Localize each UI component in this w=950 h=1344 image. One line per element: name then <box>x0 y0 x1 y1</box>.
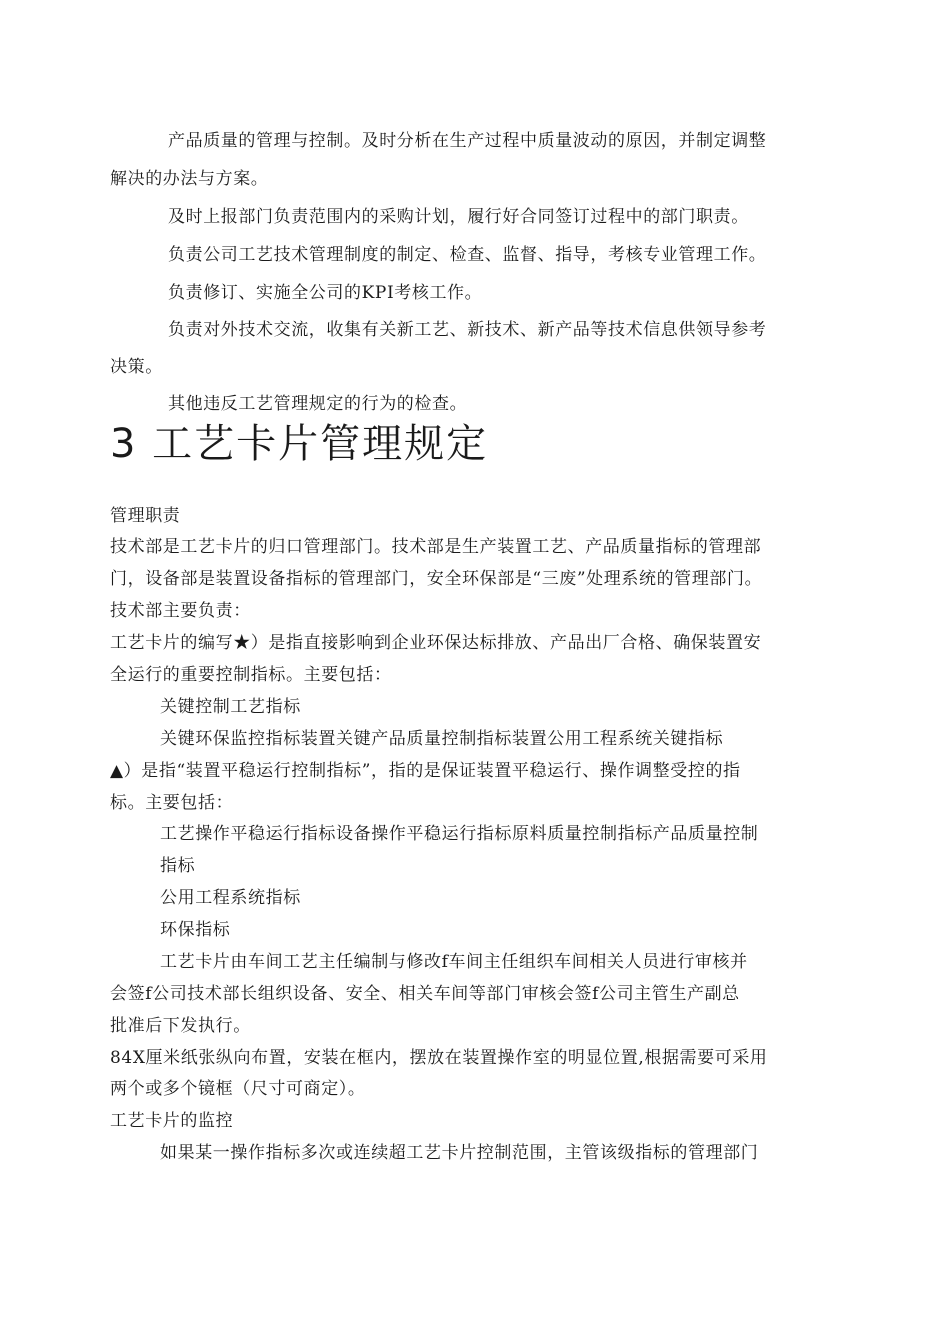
paragraph-line: 如果某一操作指标多次或连续超工艺卡片控制范围，主管该级指标的管理部门 <box>160 1143 759 1163</box>
paragraph-line: 及时上报部门负责范围内的采购计划，履行好合同签订过程中的部门职责。 <box>168 207 749 227</box>
subheading-line: 工艺卡片的监控 <box>110 1111 234 1131</box>
list-item: 工艺操作平稳运行指标设备操作平稳运行指标原料质量控制指标产品质量控制 <box>160 824 759 844</box>
paragraph-line: 84X厘米纸张纵向布置，安装在框内，摆放在装置操作室的明显位置,根据需要可采用 <box>110 1048 768 1068</box>
paragraph-line: 决策。 <box>110 357 163 377</box>
paragraph-line: 批准后下发执行。 <box>110 1016 251 1036</box>
list-item: 关键环保监控指标装置关键产品质量控制指标装置公用工程系统关键指标 <box>160 729 724 749</box>
list-item: 指标 <box>160 856 196 876</box>
paragraph-line: 技术部是工艺卡片的归口管理部门。技术部是生产装置工艺、产品质量指标的管理部 <box>110 537 762 557</box>
paragraph-line: 工艺卡片由车间工艺主任编制与修改f车间主任组织车间相关人员进行审核并 <box>160 952 748 972</box>
paragraph-line: 会签f公司技术部长组织设备、安全、相关车间等部门审核会签f公司主管生产副总 <box>110 984 740 1004</box>
paragraph-line: 解决的办法与方案。 <box>110 169 269 189</box>
paragraph-line: 其他违反工艺管理规定的行为的检查。 <box>168 394 468 414</box>
paragraph-line: 全运行的重要控制指标。主要包括： <box>110 665 392 685</box>
section-heading: 3 工艺卡片管理规定 <box>110 421 489 467</box>
paragraph-line: 标。主要包括： <box>110 793 234 813</box>
paragraph-line: 工艺卡片的编写★）是指直接影响到企业环保达标排放、产品出厂合格、确保装置安 <box>110 633 762 653</box>
paragraph-line: 产品质量的管理与控制。及时分析在生产过程中质量波动的原因，并制定调整 <box>168 131 767 151</box>
paragraph-line: 负责公司工艺技术管理制度的制定、检查、监督、指导，考核专业管理工作。 <box>168 245 767 265</box>
list-item: 公用工程系统指标 <box>160 888 301 908</box>
paragraph-line: 负责对外技术交流，收集有关新工艺、新技术、新产品等技术信息供领导参考 <box>168 320 767 340</box>
subheading-line: 管理职责 <box>110 506 181 526</box>
paragraph-line: ▲）是指“装置平稳运行控制指标”，指的是保证装置平稳运行、操作调整受控的指 <box>110 761 741 781</box>
paragraph-line: 技术部主要负责： <box>110 601 251 621</box>
paragraph-line: 门，设备部是装置设备指标的管理部门，安全环保部是“三废”处理系统的管理部门。 <box>110 569 763 589</box>
list-item: 环保指标 <box>160 920 231 940</box>
paragraph-line: 两个或多个镜框（尺寸可商定）。 <box>110 1079 366 1099</box>
paragraph-line: 负责修订、实施全公司的KPI考核工作。 <box>168 283 483 303</box>
list-item: 关键控制工艺指标 <box>160 697 301 717</box>
